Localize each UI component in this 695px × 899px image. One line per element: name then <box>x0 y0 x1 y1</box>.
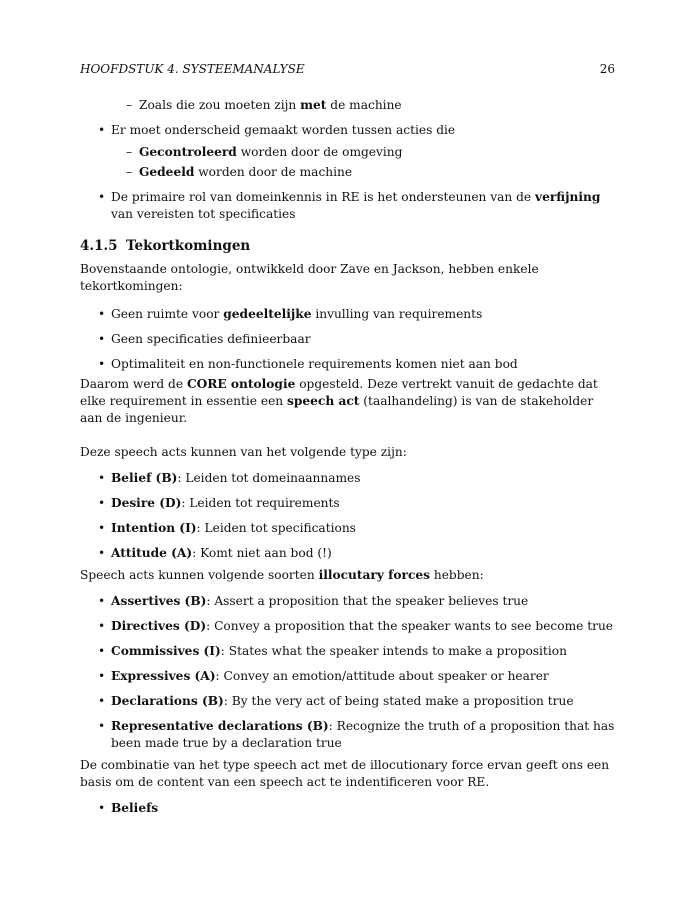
types-intro: Deze speech acts kunnen van het volgende type zijn: <box>80 445 407 459</box>
list-item: • Beliefs <box>80 800 615 817</box>
shortcomings-list <box>80 306 615 373</box>
list-item: • Desire (D): Leiden tot requirements <box>80 495 615 512</box>
list-item: • Geen specificaties definieerbaar <box>80 331 615 348</box>
list-item: • Assertives (B): Assert a proposition that the speaker believes true <box>80 593 615 610</box>
list-item: – Zoals die zou moeten zijn met de machine <box>80 97 615 114</box>
sub-list-actions <box>80 144 615 181</box>
list-item: • Expressives (A): Convey an emotion/attitude about speaker or hearer <box>80 668 615 685</box>
list-item: • Belief (B): Leiden tot domeinaannames <box>80 470 615 487</box>
list-item: – Gedeeld worden door de machine <box>80 164 615 181</box>
list-item: • Geen ruimte voor gedeeltelijke invulling van requirements <box>80 306 615 323</box>
chapter-title: HOOFDSTUK 4. SYSTEEMANALYSE <box>80 62 305 76</box>
sub-list-top <box>80 97 615 114</box>
section-heading: 4.1.5 Tekortkomingen <box>80 238 251 254</box>
forces-intro: Speech acts kunnen volgende soorten illocutary forces hebben: <box>80 568 484 582</box>
bullet-list-role <box>80 189 615 223</box>
running-header <box>80 62 615 80</box>
core-paragraph: Daarom werd de CORE ontologie opgesteld. Deze vertrekt vanuit de gedachte dat elke requirement in essentie een speech act (taalhandeling) is van de stakeholder aan de ingenieur. <box>80 377 598 425</box>
list-item: • Optimaliteit en non-functionele requirements komen niet aan bod <box>80 356 615 373</box>
list-item: • De primaire rol van domeinkennis in RE is het ondersteunen van de verfijning van vereisten tot specificaties <box>80 189 615 223</box>
bullet-list-top <box>80 122 615 139</box>
list-item: • Directives (D): Convey a proposition that the speaker wants to see become true <box>80 618 615 635</box>
list-item: • Er moet onderscheid gemaakt worden tussen acties die <box>80 122 615 139</box>
list-item: – Gecontroleerd worden door de omgeving <box>80 144 615 161</box>
list-item: • Commissives (I): States what the speaker intends to make a proposition <box>80 643 615 660</box>
bullet-list-beliefs <box>80 800 615 817</box>
list-item: • Representative declarations (B): Recognize the truth of a proposition that has been made true by a declaration true <box>80 718 615 752</box>
page-number: 26 <box>599 62 615 76</box>
document-page <box>80 62 615 825</box>
intro-paragraph: Bovenstaande ontologie, ontwikkeld door Zave en Jackson, hebben enkele tekortkomingen: <box>80 262 539 293</box>
combination-paragraph: De combinatie van het type speech act met de illocutionary force ervan geeft ons een basis om de content van een speech act te indentificeren voor RE. <box>80 758 610 789</box>
list-item: • Intention (I): Leiden tot specifications <box>80 520 615 537</box>
speech-act-types-list <box>80 470 615 562</box>
list-item: • Declarations (B): By the very act of being stated make a proposition true <box>80 693 615 710</box>
illocutary-forces-list <box>80 593 615 752</box>
list-item: • Attitude (A): Komt niet aan bod (!) <box>80 545 615 562</box>
